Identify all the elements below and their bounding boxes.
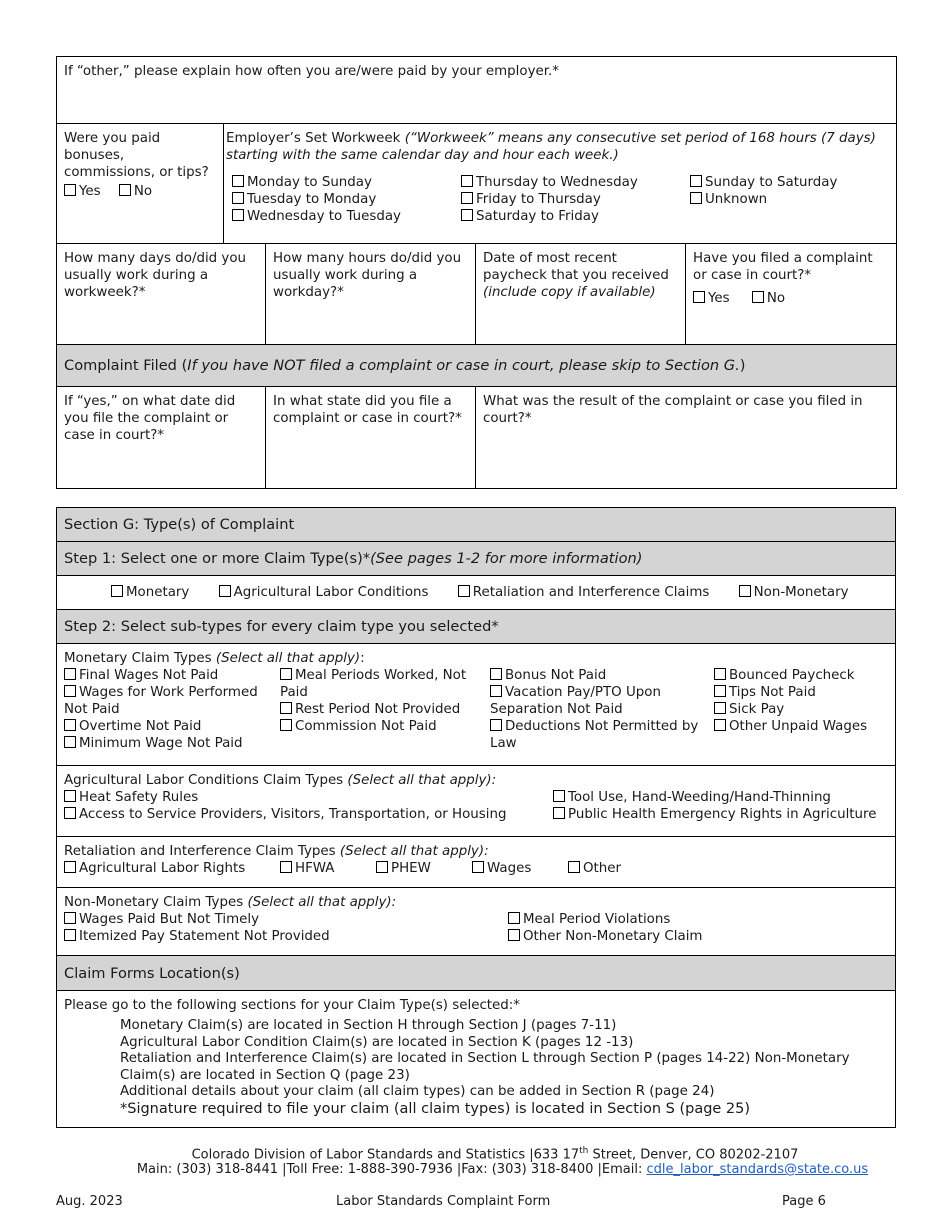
filing-date-question: If “yes,” on what date did you file the complaint or case in court?* [64, 394, 236, 443]
non-monetary-claim-types [57, 888, 896, 956]
workweek-checkbox[interactable] [461, 175, 473, 187]
complaint-no-label: No [766, 291, 786, 306]
monetary-checkbox[interactable] [490, 685, 502, 697]
monetary-option: Rest Period Not Provided [295, 702, 461, 717]
monetary-checkbox[interactable] [280, 719, 292, 731]
monetary-option: Vacation Pay/PTO Upon Separation Not Paid [490, 685, 661, 717]
days-per-week-question: How many days do/did you usually work during a workweek?* [64, 251, 247, 300]
monetary-heading-note: (Select all that apply) [215, 651, 361, 666]
complaint-filed-header [57, 345, 897, 387]
paycheck-date-field[interactable] [476, 244, 686, 345]
agricultural-option: Heat Safety Rules [79, 790, 199, 805]
monetary-option: Overtime Not Paid [79, 719, 202, 734]
workweek-checkbox[interactable] [232, 175, 244, 187]
complaint-filed-title-end: ) [739, 357, 746, 374]
non-monetary-checkbox[interactable] [64, 929, 76, 941]
retaliation-option: Wages [487, 861, 532, 876]
section-g-table [56, 507, 896, 1128]
monetary-checkbox[interactable] [280, 702, 292, 714]
monetary-column [280, 667, 490, 752]
monetary-option: Tips Not Paid [729, 685, 816, 700]
pay-frequency-label: If “other,” please explain how often you are/were paid by your employer.* [64, 64, 559, 79]
bonuses-no-checkbox[interactable] [119, 184, 131, 196]
footer-contact-text: Main: (303) 318-8441 |Toll Free: 1-888-390-7936 |Fax: (303) 318-8400 |Email: [136, 1162, 647, 1177]
retaliation-option: Other [583, 861, 622, 876]
monetary-option: Wages for Work Performed Not Paid [64, 685, 258, 717]
monetary-option: Other Unpaid Wages [729, 719, 868, 734]
monetary-heading-end: : [360, 651, 365, 666]
monetary-checkbox[interactable] [490, 719, 502, 731]
signature-note: *Signature required to file your claim (all claim types) is located in Section S (page 25) [120, 1100, 751, 1117]
bonuses-question: Were you paid bonuses, commissions, or tips? [64, 131, 209, 180]
claim-forms-line: Monetary Claim(s) are located in Section H through Section J (pages 7-11) [120, 1018, 617, 1033]
workweek-option: Saturday to Friday [476, 209, 599, 224]
workweek-checkbox[interactable] [690, 192, 702, 204]
monetary-checkbox[interactable] [714, 668, 726, 680]
footer-organization [0, 1146, 950, 1162]
workweek-option: Tuesday to Monday [247, 192, 377, 207]
complaint-filed-note: If you have NOT filed a complaint or case in court, please skip to Section G. [187, 357, 740, 374]
claim-type-checkbox[interactable] [111, 585, 123, 597]
non-monetary-option: Other Non-Monetary Claim [523, 929, 703, 944]
footer-sup: th [579, 1146, 589, 1156]
agricultural-checkbox[interactable] [553, 807, 565, 819]
workweek-option: Wednesday to Tuesday [247, 209, 401, 224]
workweek-checkbox[interactable] [232, 192, 244, 204]
complaint-yes-checkbox[interactable] [693, 291, 705, 303]
pay-frequency-field[interactable] [57, 57, 897, 124]
monetary-option: Final Wages Not Paid [79, 668, 219, 683]
footer-org: Colorado Division of Labor Standards and Statistics |633 17 [191, 1147, 580, 1163]
complaint-filed-question: Have you filed a complaint or case in court?* [693, 251, 873, 283]
retaliation-checkbox[interactable] [472, 861, 484, 873]
monetary-option: Deductions Not Permitted by Law [490, 719, 699, 751]
claim-forms-intro: Please go to the following sections for your Claim Type(s) selected:* [64, 998, 521, 1013]
employment-details-table [56, 56, 897, 489]
workweek-option: Friday to Thursday [476, 192, 601, 207]
monetary-claim-types [57, 644, 896, 766]
footer-date: Aug. 2023 [56, 1194, 123, 1209]
non-monetary-heading: Non-Monetary Claim Types [64, 895, 248, 910]
footer-address: Street, Denver, CO 80202-2107 [588, 1147, 799, 1163]
retaliation-checkbox[interactable] [64, 861, 76, 873]
claim-forms-locations [57, 991, 896, 1128]
monetary-checkbox[interactable] [64, 685, 76, 697]
section-g-title: Section G: Type(s) of Complaint [64, 516, 295, 533]
bonuses-yes-checkbox[interactable] [64, 184, 76, 196]
footer-page-number: Page 6 [782, 1194, 826, 1209]
workweek-option: Sunday to Saturday [705, 175, 838, 190]
filing-state-field[interactable] [266, 387, 476, 489]
workweek-checkbox[interactable] [690, 175, 702, 187]
monetary-checkbox[interactable] [490, 668, 502, 680]
agricultural-checkbox[interactable] [553, 790, 565, 802]
hours-per-day-field[interactable] [266, 244, 476, 345]
monetary-column [490, 667, 714, 752]
agricultural-claim-types [57, 766, 896, 837]
footer-form-name: Labor Standards Complaint Form [336, 1194, 551, 1209]
step2-title: Step 2: Select sub-types for every claim type you selected* [64, 618, 499, 635]
non-monetary-checkbox[interactable] [508, 929, 520, 941]
agricultural-checkbox[interactable] [64, 807, 76, 819]
claim-type-label: Retaliation and Interference Claims [472, 585, 710, 600]
days-per-week-field[interactable] [57, 244, 266, 345]
workweek-option: Unknown [705, 192, 768, 207]
monetary-checkbox[interactable] [714, 702, 726, 714]
workweek-option: Thursday to Wednesday [476, 175, 638, 190]
retaliation-heading: Retaliation and Interference Claim Types [64, 844, 340, 859]
monetary-option: Bounced Paycheck [729, 668, 855, 683]
agricultural-checkbox[interactable] [64, 790, 76, 802]
step1-note: (See pages 1-2 for more information) [370, 550, 643, 567]
bonuses-no-label: No [133, 184, 153, 199]
retaliation-checkbox[interactable] [568, 861, 580, 873]
retaliation-checkbox[interactable] [376, 861, 388, 873]
paycheck-date-question: Date of most recent paycheck that you received [483, 251, 669, 283]
monetary-option: Minimum Wage Not Paid [79, 736, 243, 751]
monetary-option: Bonus Not Paid [505, 668, 607, 683]
retaliation-option: PHEW [391, 861, 431, 876]
workweek-label: Employer’s Set Workweek [226, 131, 401, 146]
non-monetary-checkbox[interactable] [508, 912, 520, 924]
footer-contact [0, 1162, 950, 1177]
complaint-result-question: What was the result of the complaint or case you filed in court?* [483, 394, 863, 426]
paycheck-date-note: (include copy if available) [483, 285, 656, 300]
claim-forms-line: Agricultural Labor Condition Claim(s) are located in Section K (pages 12 -13) [120, 1034, 634, 1050]
monetary-checkbox[interactable] [64, 668, 76, 680]
step1-header [57, 542, 896, 576]
monetary-option: Commission Not Paid [295, 719, 437, 734]
agricultural-heading-note: (Select all that apply): [347, 773, 497, 788]
bonuses-yes-label: Yes [79, 184, 101, 199]
bonuses-field [57, 124, 224, 244]
workweek-checkbox[interactable] [232, 209, 244, 221]
non-monetary-option: Wages Paid But Not Timely [79, 912, 260, 927]
retaliation-heading-note: (Select all that apply): [339, 844, 489, 859]
retaliation-claim-types [57, 837, 896, 888]
complaint-filed-title: Complaint Filed ( [64, 357, 188, 374]
claim-type-row [57, 576, 896, 610]
footer-email-link[interactable]: cdle_labor_standards@state.co.us [646, 1162, 869, 1177]
complaint-filed-question-field [686, 244, 897, 345]
workweek-checkbox[interactable] [461, 192, 473, 204]
claim-forms-title: Claim Forms Location(s) [64, 964, 240, 982]
workweek-checkbox[interactable] [461, 209, 473, 221]
workweek-note: (“Workweek” means any consecutive set period of 168 hours (7 days) starting with the same calendar day and hour each week.) [226, 131, 876, 163]
claim-forms-line: Retaliation and Interference Claim(s) are located in Section L through Section P (pages 14-22) Non-Monetary Claim(s) are located in Section Q (page 23) [120, 1051, 850, 1083]
monetary-checkbox[interactable] [280, 668, 292, 680]
monetary-checkbox[interactable] [64, 719, 76, 731]
filing-date-field[interactable] [57, 387, 266, 489]
claim-type-checkbox[interactable] [739, 585, 751, 597]
retaliation-option: HFWA [295, 861, 335, 876]
retaliation-checkbox[interactable] [280, 861, 292, 873]
claim-type-label: Non-Monetary [753, 585, 849, 600]
agricultural-option: Access to Service Providers, Visitors, Transportation, or Housing [79, 807, 507, 822]
monetary-checkbox[interactable] [714, 719, 726, 731]
claim-type-checkbox[interactable] [219, 585, 231, 597]
complaint-no-checkbox[interactable] [752, 291, 764, 303]
non-monetary-option: Meal Period Violations [523, 912, 671, 927]
step1-title: Step 1: Select one or more Claim Type(s)* [64, 550, 371, 567]
workweek-options [226, 174, 889, 225]
step2-header [57, 610, 896, 644]
monetary-checkbox[interactable] [714, 685, 726, 697]
claim-type-checkbox[interactable] [458, 585, 470, 597]
non-monetary-checkbox[interactable] [64, 912, 76, 924]
agricultural-heading: Agricultural Labor Conditions Claim Types [64, 773, 348, 788]
workweek-option: Monday to Sunday [247, 175, 372, 190]
workweek-field [224, 124, 897, 244]
hours-per-day-question: How many hours do/did you usually work during a workday?* [273, 251, 462, 300]
monetary-option: Sick Pay [729, 702, 785, 717]
filing-state-question: In what state did you file a complaint or case in court?* [273, 394, 462, 426]
claim-forms-header [57, 956, 896, 991]
non-monetary-option: Itemized Pay Statement Not Provided [79, 929, 330, 944]
monetary-option: Meal Periods Worked, Not Paid [280, 668, 467, 700]
retaliation-option: Agricultural Labor Rights [79, 861, 246, 876]
claim-type-label: Agricultural Labor Conditions [233, 585, 429, 600]
claim-type-label: Monetary [126, 585, 190, 600]
agricultural-option: Tool Use, Hand-Weeding/Hand-Thinning [568, 790, 831, 805]
non-monetary-heading-note: (Select all that apply): [247, 895, 397, 910]
section-g-header [57, 508, 896, 542]
monetary-checkbox[interactable] [64, 736, 76, 748]
agricultural-option: Public Health Emergency Rights in Agriculture [568, 807, 877, 822]
monetary-column [714, 667, 888, 752]
monetary-heading: Monetary Claim Types [64, 651, 216, 666]
monetary-column [64, 667, 280, 752]
claim-forms-line: Additional details about your claim (all claim types) can be added in Section R (page 24) [120, 1084, 715, 1099]
complaint-yes-label: Yes [708, 291, 730, 306]
complaint-result-field[interactable] [476, 387, 897, 489]
